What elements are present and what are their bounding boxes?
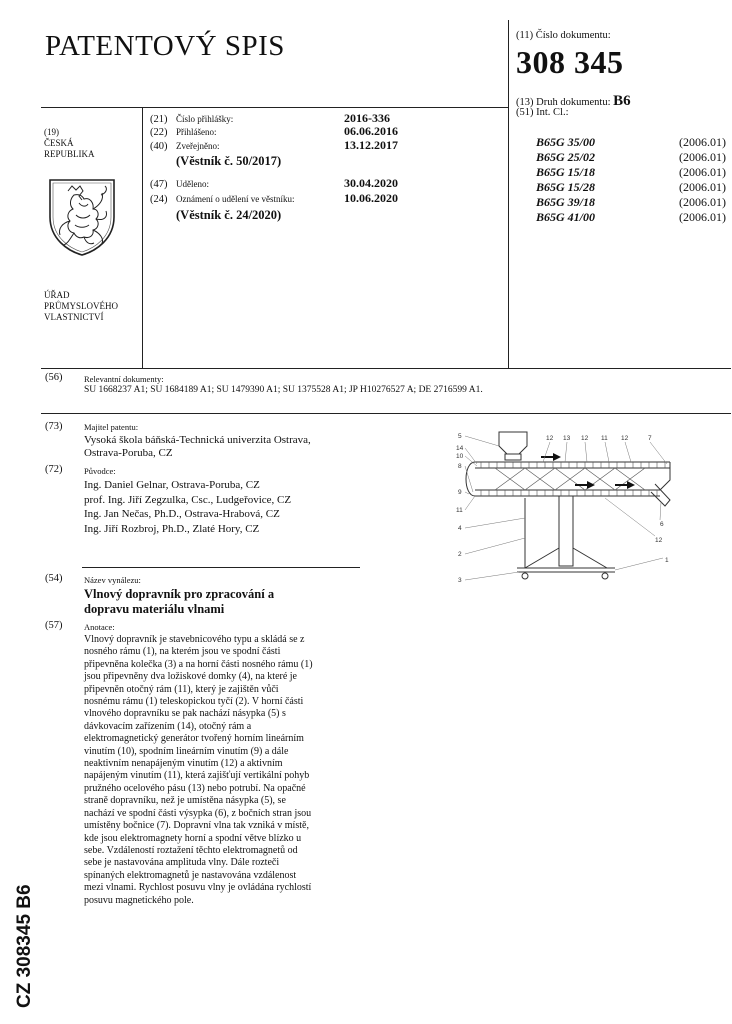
office-line-1: ÚŘAD	[44, 290, 70, 300]
doc-number: 308 345	[516, 44, 624, 80]
czech-lion-emblem	[46, 177, 118, 257]
drawing-label: 8	[458, 463, 462, 470]
section-divider-1	[41, 368, 731, 369]
ipc-row	[536, 210, 726, 225]
abstract-line: vinutím (10), spodním lineárním vinutím (9) a dále	[84, 745, 289, 757]
owner-code: (73)	[45, 421, 63, 432]
invention-title-line-1: Vlnový dopravník pro zpracování a	[84, 587, 275, 601]
bib-row-22	[150, 124, 398, 139]
ipc-year: (2006.01)	[679, 195, 726, 209]
bib-value: 13.12.2017	[344, 138, 398, 152]
bib-label: Zveřejněno:	[176, 141, 220, 151]
ipc-code: B65G 15/28	[536, 180, 596, 194]
bulletin-2020: (Věstník č. 24/2020)	[176, 208, 282, 222]
bib-code: (21)	[150, 114, 168, 125]
abstract-line: mezi vlnami. Rychlost posuvu vlny je ovládána rychlostí	[84, 882, 312, 894]
bib-value: 06.06.2016	[344, 124, 398, 138]
conveyor-drawing	[455, 428, 705, 588]
country-code: (19)	[44, 127, 59, 137]
drawing-label: 10	[456, 453, 464, 460]
bib-label: Oznámení o udělení ve věstníku:	[176, 194, 295, 204]
ipc-year: (2006.01)	[679, 180, 726, 194]
abstract-text	[84, 634, 374, 907]
relevant-docs-code: (56)	[45, 372, 63, 383]
abstract-line: vlnového dopravníku se pak nachází násypka (5) s	[84, 708, 286, 720]
header-divider	[41, 107, 508, 108]
bib-value: 2016-336	[344, 111, 390, 125]
inventors-label: Původce:	[84, 466, 116, 476]
drawing-label: 7	[648, 435, 652, 442]
abstract-line: neaktivním nenapájeným vinutím (12) a aktivním	[84, 758, 283, 770]
abstract-line: dávkovacím zařízením (14), otočný rám a	[84, 720, 252, 732]
ipc-year: (2006.01)	[679, 210, 726, 224]
abstract-line: připevněna kolečka (3) a na horní části nosného rámu (1)	[84, 658, 313, 670]
abstract-line: straně dopravníku, než je umístěna násypka (5), se	[84, 795, 286, 807]
bib-value: 10.06.2020	[344, 191, 398, 205]
owner-line-1: Vysoká škola báňská-Technická univerzita Ostrava,	[84, 434, 311, 446]
abstract-line: pružného ocelového pásu (13) nebo potrubí. Na opačné	[84, 782, 306, 794]
inventor-name: Ing. Jiří Rozbroj, Ph.D., Zlaté Hory, CZ	[84, 522, 260, 535]
column-divider-left	[142, 107, 143, 368]
drawing-label: 12	[581, 435, 589, 442]
bib-row-47	[150, 176, 398, 191]
drawing-label: 6	[660, 521, 664, 528]
country-name-2: REPUBLIKA	[44, 149, 95, 159]
ipc-year: (2006.01)	[679, 135, 726, 149]
abstract-line: jsou připevněny dva ložiskové domky (4), na které je	[84, 671, 297, 683]
owner-line-2: Ostrava-Poruba, CZ	[84, 447, 173, 459]
drawing-label: 13	[563, 435, 571, 442]
invention-title-line-2: dopravu materiálu vlnami	[84, 602, 225, 616]
ipc-code: B65G 35/00	[536, 135, 596, 149]
drawing-label: 14	[456, 445, 464, 452]
abstract-line: spínaných elektromagnetů je nastavována vzdálenost	[84, 869, 297, 881]
abstract-line: sebe. Vzdáleností roztažení těchto elektromagnetů od	[84, 844, 298, 856]
document-title: PATENTOVÝ SPIS	[45, 30, 285, 62]
drawing-label: 4	[458, 525, 462, 532]
ipc-row	[536, 150, 726, 165]
invention-code: (54)	[45, 573, 63, 584]
drawing-label: 12	[546, 435, 554, 442]
doc-kind-label: (13) Druh dokumentu:	[516, 97, 611, 108]
abstract-line: sebe je nastavována amplituda vlny. Dále rozteči	[84, 857, 280, 869]
int-cl-label: (51) Int. Cl.:	[516, 107, 569, 118]
ipc-code: B65G 41/00	[536, 210, 596, 224]
drawing-label: 11	[456, 507, 463, 514]
abstract-line: elektromagnetický generátor tvořený horním lineárním	[84, 733, 304, 745]
abstract-line: připevněn otočný rám (11), který je zajištěn vůči	[84, 683, 279, 695]
drawing-label: 1	[665, 557, 669, 564]
ipc-row	[536, 180, 726, 195]
office-line-3: VLASTNICTVÍ	[44, 312, 104, 322]
office-block	[44, 290, 118, 323]
bib-code: (40)	[150, 141, 168, 152]
abstract-line: Vlnový dopravník je stavebnicového typu a skládá se z	[84, 634, 305, 645]
owner-name	[84, 434, 311, 460]
bib-label: Přihlášeno:	[176, 127, 217, 137]
inventors-list	[84, 478, 291, 536]
abstract-line: nosnému rámu (1) teleskopickou tyčí (2). V horní části	[84, 696, 304, 708]
drawing-label: 5	[458, 433, 462, 440]
drawing-label: 3	[458, 577, 462, 584]
ipc-year: (2006.01)	[679, 150, 726, 164]
abstract-line: nosného rámu (1), na kterém jsou ve spodní části	[84, 646, 281, 658]
abstract-code: (57)	[45, 620, 63, 631]
doc-kind: B6	[613, 93, 631, 109]
relevant-docs-text: SU 1668237 A1; SU 1684189 A1; SU 1479390 A1; SU 1375528 A1; JP H10276527 A; DE 2716599 A1.	[84, 385, 483, 395]
bib-code: (47)	[150, 179, 168, 190]
country-name-1: ČESKÁ	[44, 138, 74, 148]
bib-label: Číslo přihlášky:	[176, 114, 234, 124]
bulletin-2017: (Věstník č. 50/2017)	[176, 154, 282, 168]
abstract-line: nachází ve spodní části výsypka (6), z bočních stran jsou	[84, 807, 312, 819]
column-divider-right	[508, 20, 509, 368]
drawing-label: 12	[621, 435, 629, 442]
bib-code: (22)	[150, 127, 168, 138]
bib-value: 30.04.2020	[344, 176, 398, 190]
relevant-docs-label: Relevantní dokumenty:	[84, 374, 164, 384]
ipc-row	[536, 135, 726, 150]
inventors-code: (72)	[45, 464, 63, 475]
invention-label: Název vynálezu:	[84, 575, 141, 585]
invention-title	[84, 587, 274, 617]
country-block	[44, 127, 95, 160]
ipc-year: (2006.01)	[679, 165, 726, 179]
section-divider-2	[41, 413, 731, 414]
ipc-row	[536, 195, 726, 210]
inventor-name: Ing. Jan Nečas, Ph.D., Ostrava-Hrabová, CZ	[84, 508, 280, 520]
drawing-label: 11	[601, 435, 608, 442]
drawing-label: 2	[458, 551, 462, 558]
ipc-row	[536, 165, 726, 180]
section-divider-3	[82, 567, 360, 568]
side-document-code: CZ 308345 B6	[14, 884, 35, 1008]
abstract-line: kde jsou elektromagnety horní a spodní větve blízko u	[84, 832, 302, 844]
abstract-line: napájeným vinutím (11), která zajišťují vertikální pohyb	[84, 770, 310, 782]
bib-row-24	[150, 191, 398, 206]
ipc-code: B65G 25/02	[536, 150, 596, 164]
inventor-name: Ing. Daniel Gelnar, Ostrava-Poruba, CZ	[84, 479, 260, 491]
ipc-code: B65G 15/18	[536, 165, 596, 179]
doc-number-label: (11) Číslo dokumentu:	[516, 30, 611, 41]
ipc-code: B65G 39/18	[536, 195, 596, 209]
drawing-label: 12	[655, 537, 663, 544]
bib-row-40	[150, 138, 398, 153]
inventor-name: prof. Ing. Jiří Zegzulka, Csc., Ludgeřovice, CZ	[84, 493, 292, 506]
office-line-2: PRŮMYSLOVÉHO	[44, 301, 119, 311]
owner-label: Majitel patentu:	[84, 422, 139, 432]
abstract-line: posuvu magnetického pole.	[84, 894, 194, 906]
drawing-label: 9	[458, 489, 462, 496]
bib-code: (24)	[150, 194, 168, 205]
abstract-line: umístěny bočnice (7). Dopravní vlna tak vzniká v místě,	[84, 820, 309, 832]
abstract-label: Anotace:	[84, 622, 115, 632]
bib-label: Uděleno:	[176, 179, 209, 189]
